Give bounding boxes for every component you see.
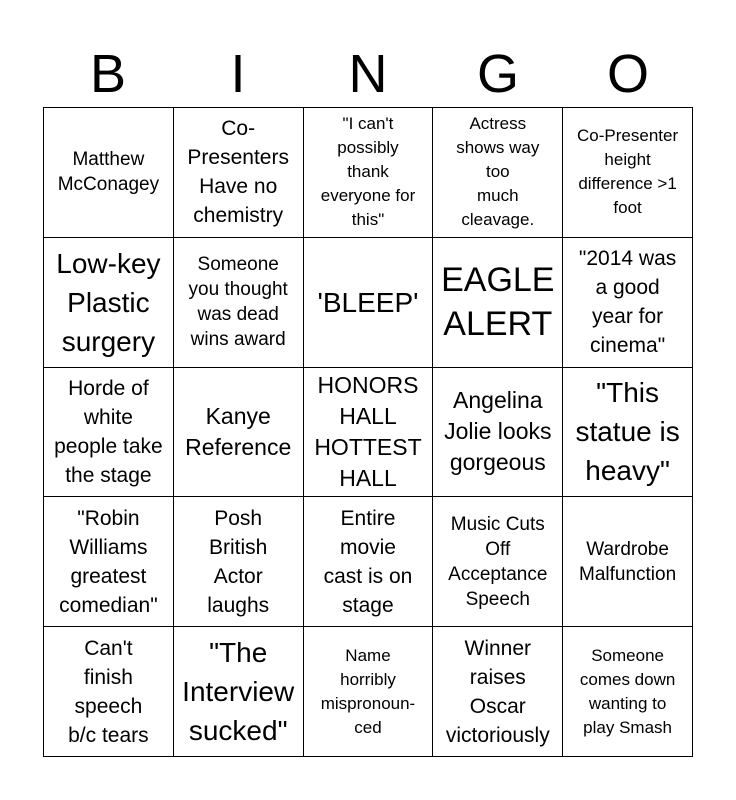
bingo-cell[interactable]: Posh British Actor laughs xyxy=(174,497,304,627)
bingo-cell[interactable]: Kanye Reference xyxy=(174,368,304,498)
bingo-cell[interactable]: HONORS HALL HOTTEST HALL xyxy=(304,368,434,498)
bingo-cell[interactable]: Co- Presenters Have no chemistry xyxy=(174,108,304,238)
bingo-cell[interactable]: Matthew McConagey xyxy=(44,108,174,238)
header-letter-o: O xyxy=(606,44,649,104)
bingo-cell[interactable]: Entire movie cast is on stage xyxy=(304,497,434,627)
bingo-cell[interactable]: Horde of white people take the stage xyxy=(44,368,174,498)
bingo-cell[interactable]: Co-Presenter height difference >1 foot xyxy=(563,108,693,238)
bingo-cell[interactable]: 'BLEEP' xyxy=(304,238,434,368)
bingo-cell[interactable]: Music Cuts Off Acceptance Speech xyxy=(433,497,563,627)
header-letter-g: G xyxy=(476,44,519,104)
header-letter-b: B xyxy=(89,44,127,104)
bingo-cell[interactable]: "This statue is heavy" xyxy=(563,368,693,498)
header-letter-i: I xyxy=(230,44,246,104)
bingo-cell[interactable]: Someone you thought was dead wins award xyxy=(174,238,304,368)
bingo-cell[interactable]: "2014 was a good year for cinema" xyxy=(563,238,693,368)
bingo-cell[interactable]: Someone comes down wanting to play Smash xyxy=(563,627,693,757)
bingo-cell[interactable]: Angelina Jolie looks gorgeous xyxy=(433,368,563,498)
bingo-cell[interactable]: Name horribly mispronoun- ced xyxy=(304,627,434,757)
bingo-cell[interactable]: Can't finish speech b/c tears xyxy=(44,627,174,757)
bingo-cell[interactable]: Wardrobe Malfunction xyxy=(563,497,693,627)
bingo-cell[interactable]: "The Interview sucked" xyxy=(174,627,304,757)
bingo-grid xyxy=(43,107,693,757)
bingo-cell[interactable]: "Robin Williams greatest comedian" xyxy=(44,497,174,627)
bingo-cell[interactable]: EAGLE ALERT xyxy=(433,238,563,368)
bingo-cell[interactable]: Actress shows way too much cleavage. xyxy=(433,108,563,238)
bingo-cell[interactable]: Winner raises Oscar victoriously xyxy=(433,627,563,757)
bingo-header xyxy=(43,40,693,108)
bingo-cell[interactable]: "I can't possibly thank everyone for this" xyxy=(304,108,434,238)
header-letter-n: N xyxy=(348,44,388,104)
bingo-cell[interactable]: Low-key Plastic surgery xyxy=(44,238,174,368)
